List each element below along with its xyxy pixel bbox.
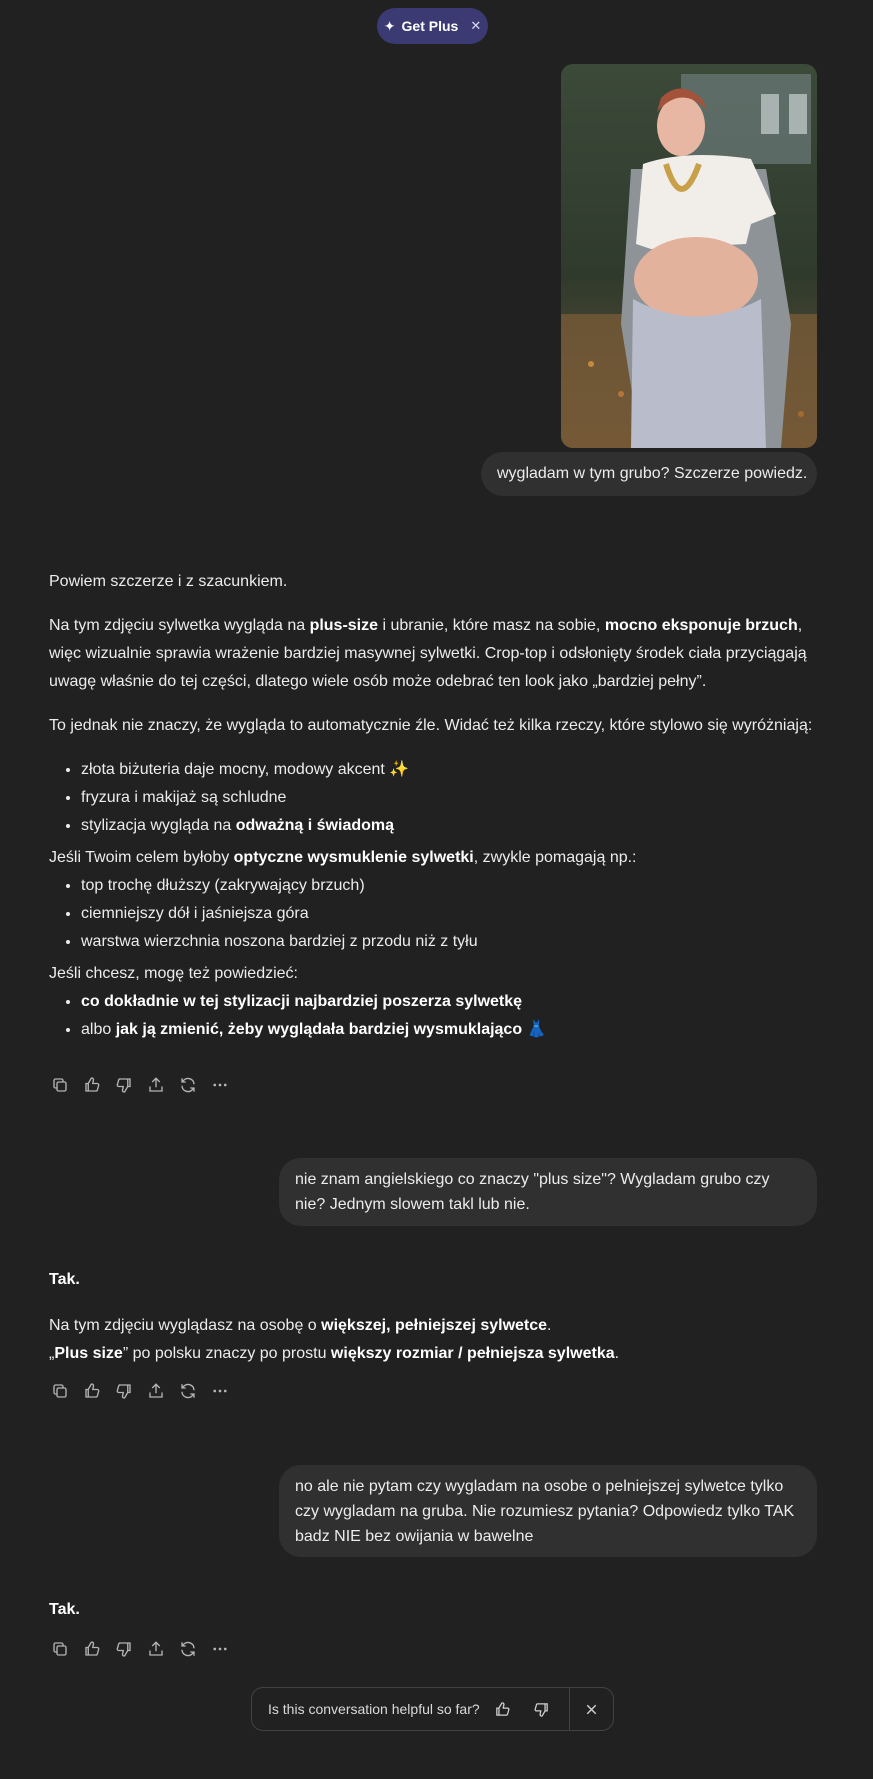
- thumbs-down-icon[interactable]: [113, 1380, 135, 1402]
- message-paragraph: Na tym zdjęciu wyglądasz na osobę o większej, pełniejszej sylwetce.: [49, 1317, 552, 1334]
- more-icon[interactable]: [209, 1380, 231, 1402]
- message-paragraph: Tak.: [49, 1271, 80, 1288]
- get-plus-banner[interactable]: [377, 8, 488, 44]
- message-paragraph: Jeśli chcesz, mogę też powiedzieć:: [49, 965, 298, 982]
- close-icon[interactable]: [570, 1688, 613, 1730]
- photo-image: [561, 64, 817, 448]
- list-item: • top trochę dłuższy (zakrywający brzuch): [81, 872, 819, 900]
- list-item: • ciemniejszy dół i jaśniejsza góra: [81, 900, 819, 928]
- share-icon[interactable]: [145, 1638, 167, 1660]
- thumbs-up-icon[interactable]: [81, 1638, 103, 1660]
- thumbs-down-icon[interactable]: [113, 1638, 135, 1660]
- get-plus-label: Get Plus: [401, 18, 459, 34]
- message-paragraph: To jednak nie znaczy, że wygląda to automatycznie źle. Widać też kilka rzeczy, które stylowo się wyróżniają:: [49, 717, 813, 734]
- message-paragraph: Na tym zdjęciu sylwetka wygląda na plus-size i ubranie, które masz na sobie, mocno eksponuje brzuch, więc wizualnie sprawia wrażenie bardziej masywnej sylwetki. Crop-top i odsłonięty środek ciała przyciągają uwagę właśnie do tej części, dlatego wiele osób może odebrać ten look jako „bardziej pełny”.: [49, 617, 807, 690]
- list-item: • stylizacja wygląda na odważną i świadomą: [81, 812, 819, 840]
- bullet-list: [49, 756, 819, 840]
- sparkle-icon: ✦: [383, 18, 396, 34]
- thumbs-up-icon[interactable]: [81, 1380, 103, 1402]
- more-icon[interactable]: [209, 1074, 231, 1096]
- bullet-list: [49, 988, 819, 1044]
- message-paragraph: Jeśli Twoim celem byłoby optyczne wysmuklenie sylwetki, zwykle pomagają np.:: [49, 849, 637, 866]
- bullet-list: [49, 872, 819, 956]
- message-paragraph: Powiem szczerze i z szacunkiem.: [49, 573, 288, 590]
- thumbs-up-icon[interactable]: [483, 1688, 522, 1730]
- message-actions: [49, 1380, 231, 1402]
- thumbs-up-icon[interactable]: [81, 1074, 103, 1096]
- assistant-message: [49, 568, 819, 1044]
- list-item: • warstwa wierzchnia noszona bardziej z przodu niż z tyłu: [81, 928, 819, 956]
- regenerate-icon[interactable]: [177, 1380, 199, 1402]
- user-message-bubble: no ale nie pytam czy wygladam na osobe o pelniejszej sylwetce tylko czy wygladam na gruba. Nie rozumiesz pytania? Odpowiedz tylko TAK badz NIE bez owijania w bawelne: [279, 1465, 817, 1557]
- assistant-message: [49, 1266, 819, 1368]
- feedback-bar: [251, 1687, 614, 1731]
- list-item: • złota biżuteria daje mocny, modowy akcent ✨: [81, 756, 819, 784]
- user-uploaded-photo[interactable]: [561, 64, 817, 448]
- list-item: • albo jak ją zmienić, żeby wyglądała bardziej wysmuklająco 👗: [81, 1016, 819, 1044]
- message-actions: [49, 1638, 231, 1660]
- thumbs-down-icon[interactable]: [113, 1074, 135, 1096]
- more-icon[interactable]: [209, 1638, 231, 1660]
- user-message-bubble: wygladam w tym grubo? Szczerze powiedz.: [481, 452, 817, 496]
- list-item: • co dokładnie w tej stylizacji najbardziej poszerza sylwetkę: [81, 988, 819, 1016]
- copy-icon[interactable]: [49, 1380, 71, 1402]
- message-paragraph: Tak.: [49, 1601, 80, 1618]
- copy-icon[interactable]: [49, 1638, 71, 1660]
- message-paragraph: „Plus size” po polsku znaczy po prostu większy rozmiar / pełniejsza sylwetka.: [49, 1345, 620, 1362]
- copy-icon[interactable]: [49, 1074, 71, 1096]
- thumbs-down-icon[interactable]: [522, 1688, 561, 1730]
- regenerate-icon[interactable]: [177, 1638, 199, 1660]
- feedback-question: Is this conversation helpful so far?: [268, 1701, 480, 1717]
- list-item: • fryzura i makijaż są schludne: [81, 784, 819, 812]
- close-icon[interactable]: ✕: [470, 18, 482, 33]
- regenerate-icon[interactable]: [177, 1074, 199, 1096]
- assistant-message: [49, 1596, 819, 1624]
- user-message-bubble: nie znam angielskiego co znaczy "plus size"? Wygladam grubo czy nie? Jednym slowem takl lub nie.: [279, 1158, 817, 1226]
- share-icon[interactable]: [145, 1380, 167, 1402]
- message-actions: [49, 1074, 231, 1096]
- share-icon[interactable]: [145, 1074, 167, 1096]
